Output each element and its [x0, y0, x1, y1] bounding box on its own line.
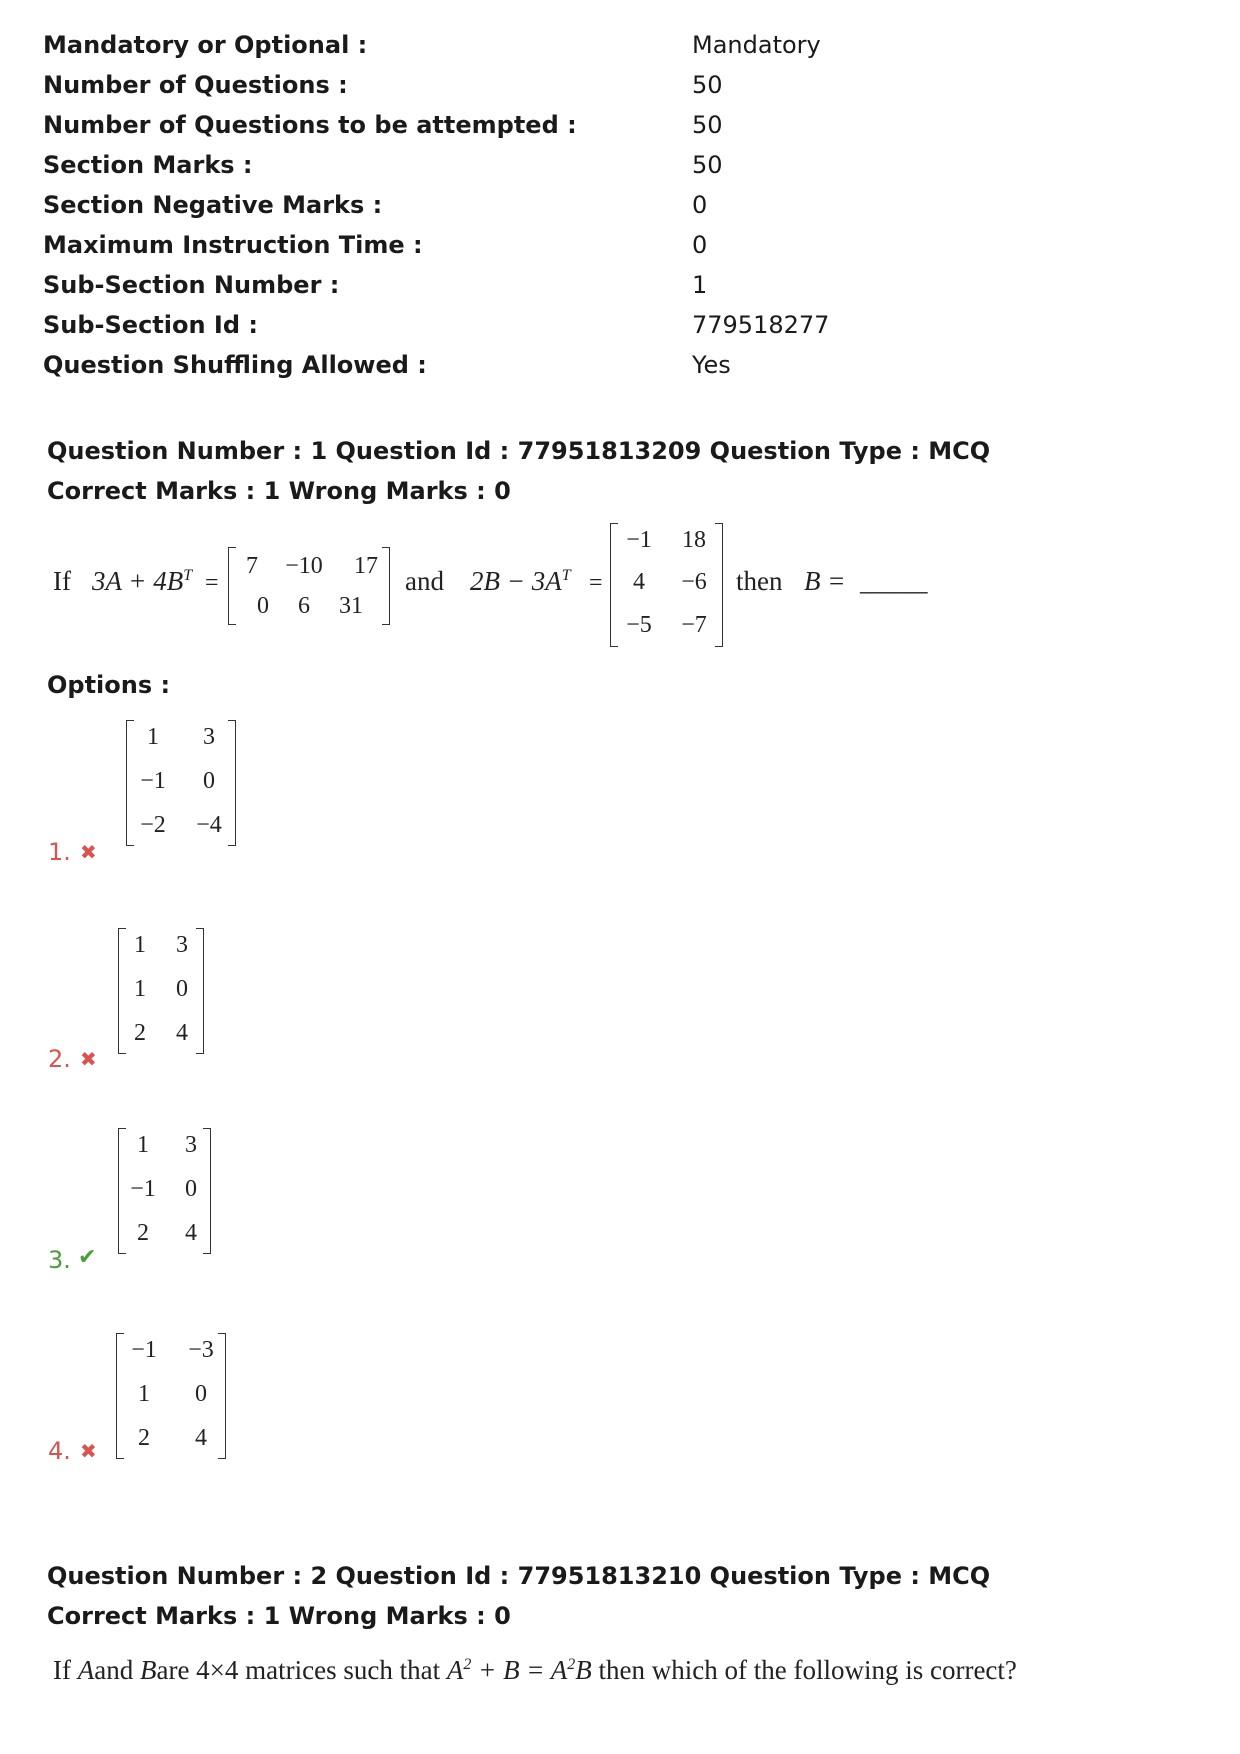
- stem-matrix-2: [610, 523, 723, 647]
- stem-eq2: =: [589, 570, 603, 596]
- matrix-cell: 1: [134, 932, 146, 958]
- meta-label: Mandatory or Optional :: [43, 31, 368, 59]
- matrix-cell: 7: [246, 553, 258, 579]
- matrix-cell: 0: [195, 1381, 207, 1407]
- stem-then: then: [736, 566, 783, 596]
- meta-value: 50: [692, 71, 723, 99]
- matrix-cell: −1: [140, 768, 166, 794]
- matrix-cell: 1: [138, 1381, 150, 1407]
- matrix-cell: 3: [176, 932, 188, 958]
- q2-var: B: [139, 1655, 157, 1685]
- stem-lhs1: [92, 566, 192, 597]
- matrix-cell: 18: [682, 527, 706, 553]
- matrix-cell: −2: [140, 812, 166, 838]
- stem-sup1: T: [183, 567, 193, 584]
- matrix-cell: −1: [626, 527, 652, 553]
- q2-text: then which of the following is correct?: [591, 1655, 1017, 1685]
- wrong-mark-icon: ✖: [80, 1439, 97, 1463]
- meta-value: Yes: [692, 351, 731, 379]
- option-2-matrix: [118, 928, 204, 1054]
- meta-row: [43, 191, 1193, 227]
- meta-row: [43, 71, 1193, 107]
- matrix-cell: 2: [134, 1020, 146, 1046]
- question-2-marks: Correct Marks : 1 Wrong Marks : 0: [47, 1602, 511, 1630]
- bracket-right: [203, 1128, 211, 1254]
- meta-row: [43, 311, 1193, 347]
- matrix-cell: 17: [354, 553, 378, 579]
- matrix-cell: 4: [633, 569, 645, 595]
- meta-label: Question Shuffling Allowed :: [43, 351, 427, 379]
- meta-row: [43, 271, 1193, 307]
- q2-eq-sup: 2: [463, 1656, 472, 1673]
- q2-eq-part: B: [575, 1655, 592, 1685]
- matrix-cell: 1: [134, 976, 146, 1002]
- matrix-cell: 1: [147, 724, 159, 750]
- meta-label: Maximum Instruction Time :: [43, 231, 423, 259]
- stem-lhs2: [470, 566, 571, 597]
- wrong-mark-icon: ✖: [80, 1047, 97, 1071]
- check-mark-icon: ✔: [78, 1245, 97, 1270]
- bracket-right: [228, 720, 236, 846]
- matrix-cell: 2: [138, 1425, 150, 1451]
- meta-row: [43, 111, 1193, 147]
- meta-label: Number of Questions to be attempted :: [43, 111, 577, 139]
- q2-var: A: [77, 1655, 95, 1685]
- stem-b-eq: B =: [804, 566, 846, 596]
- matrix-cell: −4: [196, 812, 222, 838]
- matrix-cell: 0: [203, 768, 215, 794]
- matrix-cell: 4: [195, 1425, 207, 1451]
- q2-eq-sup: 2: [567, 1656, 576, 1673]
- stem-sup2: T: [561, 567, 571, 584]
- question-1-header: Question Number : 1 Question Id : 77951813209 Question Type : MCQ: [47, 437, 991, 465]
- meta-label: Section Marks :: [43, 151, 253, 179]
- meta-label: Sub-Section Number :: [43, 271, 340, 299]
- matrix-cell: −3: [188, 1337, 214, 1363]
- q2-equation: [447, 1655, 592, 1685]
- options-label: Options :: [47, 671, 171, 699]
- meta-label: Number of Questions :: [43, 71, 348, 99]
- matrix-cell: 31: [339, 593, 363, 619]
- stem-blank: _____: [860, 566, 928, 596]
- matrix-cell: 4: [185, 1220, 197, 1246]
- matrix-cell: −7: [681, 612, 707, 638]
- option-number: 3.: [48, 1246, 71, 1274]
- meta-value: 779518277: [692, 311, 830, 339]
- matrix-cell: 1: [137, 1132, 149, 1158]
- stem-if: If: [53, 566, 71, 596]
- meta-value: 50: [692, 111, 723, 139]
- question-2-stem: [53, 1655, 1017, 1686]
- bracket-left: [118, 928, 126, 1054]
- matrix-cell: 0: [257, 593, 269, 619]
- meta-row: [43, 231, 1193, 267]
- bracket-right: [715, 523, 723, 647]
- matrix-cell: −6: [681, 569, 707, 595]
- option-number: 4.: [48, 1437, 71, 1465]
- meta-value: Mandatory: [692, 31, 821, 59]
- stem-and: and: [405, 566, 444, 596]
- matrix-cell: −1: [131, 1337, 157, 1363]
- matrix-cell: −5: [626, 612, 652, 638]
- bracket-right: [218, 1333, 226, 1459]
- matrix-cell: 3: [203, 724, 215, 750]
- q2-text: and: [94, 1655, 140, 1685]
- q2-text: are 4×4 matrices such that: [156, 1655, 447, 1685]
- stem-matrix-1: [228, 547, 390, 625]
- bracket-left: [610, 523, 618, 647]
- q2-eq-part: + B = A: [471, 1655, 568, 1685]
- bracket-left: [116, 1333, 124, 1459]
- q2-text: If: [53, 1655, 78, 1685]
- q2-eq-part: A: [446, 1655, 464, 1685]
- question-2-header: Question Number : 2 Question Id : 77951813210 Question Type : MCQ: [47, 1562, 991, 1590]
- matrix-cell: 0: [176, 976, 188, 1002]
- stem-eq1: =: [205, 570, 219, 596]
- matrix-cell: 2: [137, 1220, 149, 1246]
- question-1-marks: Correct Marks : 1 Wrong Marks : 0: [47, 477, 511, 505]
- bracket-left: [118, 1128, 126, 1254]
- meta-label: Section Negative Marks :: [43, 191, 383, 219]
- meta-row: [43, 31, 1193, 67]
- bracket-left: [228, 547, 236, 625]
- meta-value: 1: [692, 271, 708, 299]
- bracket-right: [382, 547, 390, 625]
- option-3-matrix: [118, 1128, 211, 1254]
- matrix-cell: −10: [285, 553, 323, 579]
- bracket-right: [196, 928, 204, 1054]
- option-1-matrix: [126, 720, 236, 846]
- option-number: 2.: [48, 1045, 71, 1073]
- meta-row: [43, 151, 1193, 187]
- bracket-left: [126, 720, 134, 846]
- stem-lhs1-text: 3A + 4B: [92, 566, 184, 596]
- wrong-mark-icon: ✖: [80, 840, 97, 864]
- option-number: 1.: [48, 838, 71, 866]
- stem-lhs2-text: 2B − 3A: [470, 566, 562, 596]
- meta-value: 0: [692, 231, 708, 259]
- matrix-cell: 4: [176, 1020, 188, 1046]
- meta-row: [43, 351, 1193, 387]
- matrix-cell: 0: [185, 1176, 197, 1202]
- meta-label: Sub-Section Id :: [43, 311, 258, 339]
- option-4-matrix: [116, 1333, 226, 1459]
- matrix-cell: 3: [185, 1132, 197, 1158]
- meta-value: 50: [692, 151, 723, 179]
- matrix-cell: −1: [130, 1176, 156, 1202]
- matrix-cell: 6: [298, 593, 310, 619]
- meta-value: 0: [692, 191, 708, 219]
